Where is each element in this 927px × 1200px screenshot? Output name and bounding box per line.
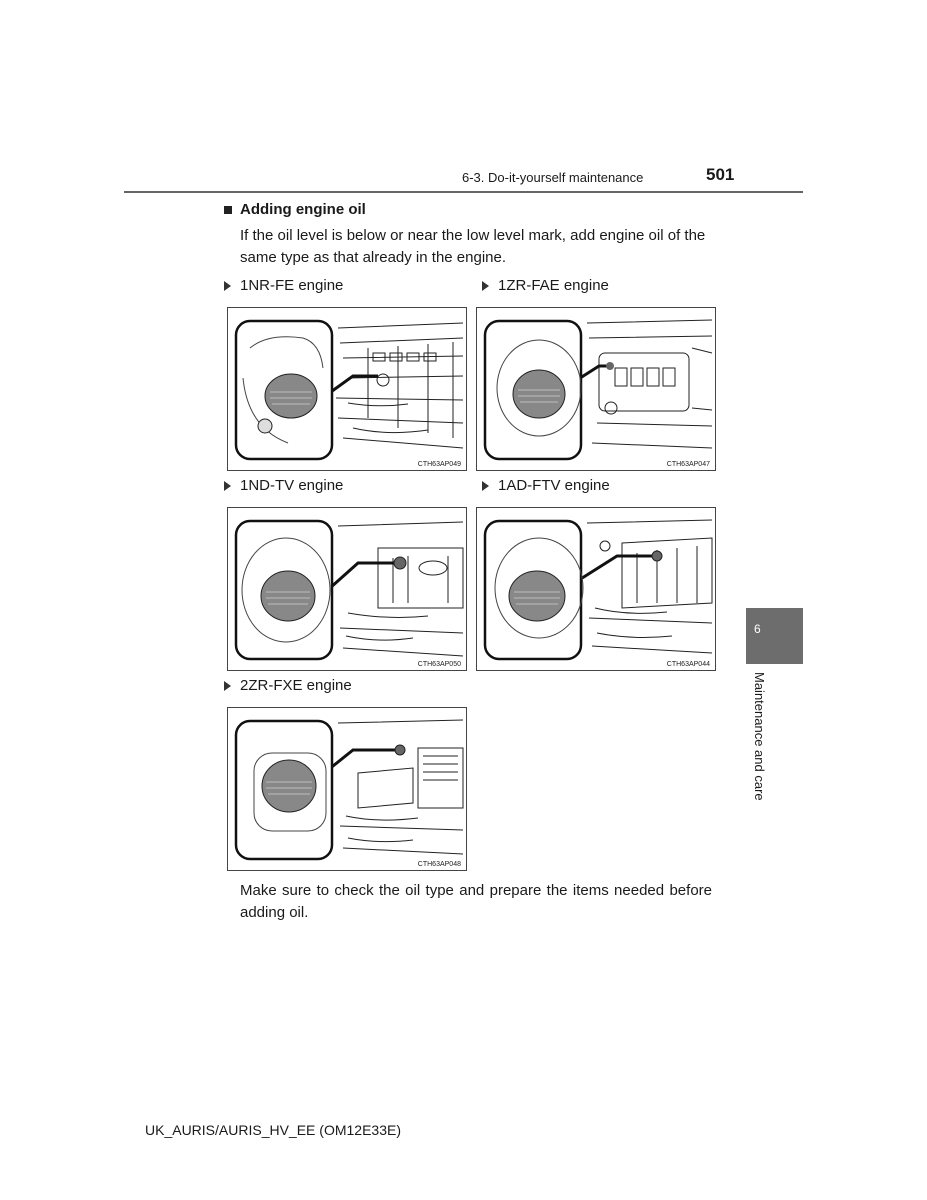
- engine-illustration: [477, 308, 716, 471]
- engine-label-1nr-fe: [224, 277, 343, 294]
- right-triangle-icon: [482, 481, 489, 491]
- figure-1nr-fe: [227, 307, 467, 471]
- intro-paragraph: If the oil level is below or near the low level mark, add engine oil of the same type as that already in the engine.: [240, 227, 706, 266]
- chapter-title: Maintenance and care: [752, 672, 767, 801]
- engine-label-1zr-fae: [482, 277, 609, 294]
- engine-label-text: 1ND-TV engine: [240, 477, 344, 494]
- right-triangle-icon: [224, 481, 231, 491]
- engine-label-text: 2ZR-FXE engine: [240, 677, 352, 694]
- section-title: 6-3. Do-it-yourself maintenance: [462, 170, 644, 185]
- engine-illustration: [228, 308, 467, 471]
- page-number: 501: [706, 165, 735, 184]
- right-triangle-icon: [482, 281, 489, 291]
- engine-label-1nd-tv: [224, 477, 343, 494]
- section-heading: [224, 201, 366, 218]
- figure-code: CTH63AP049: [417, 461, 461, 468]
- figure-1zr-fae: [476, 307, 716, 471]
- figure-code: CTH63AP047: [666, 461, 710, 468]
- figure-code: CTH63AP044: [666, 661, 710, 668]
- figure-1ad-ftv: [476, 507, 716, 671]
- figure-code: CTH63AP050: [417, 661, 461, 668]
- engine-label-2zr-fxe: [224, 677, 352, 694]
- engine-label-text: 1ZR-FAE engine: [498, 277, 609, 294]
- chapter-tab: [746, 608, 803, 664]
- chapter-number: 6: [754, 622, 761, 636]
- figure-2zr-fxe: [227, 707, 467, 871]
- engine-illustration: [477, 508, 716, 671]
- heading-text: Adding engine oil: [240, 201, 366, 218]
- figure-1nd-tv: [227, 507, 467, 671]
- footer-code: UK_AURIS/AURIS_HV_EE (OM12E33E): [145, 1122, 401, 1138]
- engine-label-text: 1NR-FE engine: [240, 277, 344, 294]
- engine-illustration: [228, 508, 467, 671]
- engine-label-1ad-ftv: [482, 477, 610, 494]
- figure-code: CTH63AP048: [417, 861, 461, 868]
- engine-label-text: 1AD-FTV engine: [498, 477, 610, 494]
- header-rule: [124, 191, 803, 193]
- right-triangle-icon: [224, 681, 231, 691]
- black-square-icon: [224, 206, 232, 214]
- note-paragraph: Make sure to check the oil type and prepare the items needed before adding oil.: [240, 882, 712, 921]
- right-triangle-icon: [224, 281, 231, 291]
- engine-illustration: [228, 708, 467, 871]
